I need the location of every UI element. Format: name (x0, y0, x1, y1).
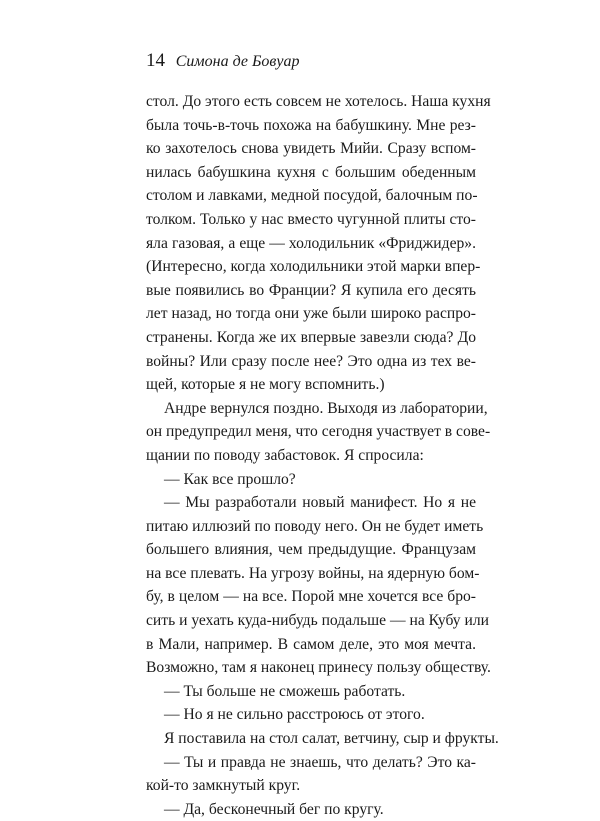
text-line: — Ты и правда не знаешь, что делать? Это ка- (164, 753, 476, 771)
text-line: яла газовая, а еще — холодильник «Фриджидер». (146, 234, 476, 252)
text-line: нилась бабушкина кухня с большим обеденным (146, 163, 476, 181)
text-line: — Как все прошло? (164, 470, 296, 488)
text-line: толком. Только у нас вместо чугунной плиты сто- (146, 210, 476, 228)
page-header (146, 50, 299, 73)
text-line: стол. До этого есть совсем не хотелось. Наша кухня (146, 93, 491, 110)
text-line: щей, которые я не могу вспомнить.) (146, 376, 385, 394)
text-line: — Но я не сильно расстроюсь от этого. (164, 706, 425, 724)
text-line: Возможно, там я наконец принесу пользу обществу. (146, 659, 491, 677)
text-line: странены. Когда же их впервые завезли сюда? До (146, 328, 476, 346)
body-text (146, 90, 499, 821)
text-line: войны? Или сразу после нее? Это одна из тех ве- (146, 352, 476, 370)
paragraph (146, 90, 491, 397)
text-line: кой-то замкнутый круг. (146, 777, 301, 795)
text-line: щании по поводу забастовок. Я спросила: (146, 446, 424, 464)
text-line: — Да, бесконечный бег по кругу. (164, 800, 384, 818)
paragraph (146, 727, 499, 751)
page-number: 14 (146, 50, 165, 71)
text-line: — Мы разработали новый манифест. Но я не (164, 494, 476, 512)
text-line: — Ты больше не сможешь работать. (164, 682, 406, 700)
text-line: Андре вернулся поздно. Выходя из лаборатории, (164, 399, 488, 417)
paragraph (146, 397, 491, 468)
paragraph (146, 491, 491, 680)
text-line: столом и лавками, медной посудой, балочным по- (146, 187, 478, 205)
text-line: лет назад, но тогда они уже были широко распро- (146, 305, 476, 323)
text-line: он предупредил меня, что сегодня участвует в сове- (146, 423, 491, 441)
text-line: на все плевать. На угрозу войны, на ядерную бом- (146, 564, 480, 582)
text-line: (Интересно, когда холодильники этой марки впер- (146, 258, 481, 276)
text-line: вые появились во Франции? Я купила его десять (146, 281, 476, 299)
text-line: бу, в целом — на все. Порой мне хочется все бро- (146, 588, 476, 606)
text-line: ко захотелось снова увидеть Мийи. Сразу вспом- (146, 140, 476, 158)
text-line: была точь-в-точь похожа на бабушкину. Мне рез- (146, 116, 476, 134)
paragraph (146, 680, 476, 704)
paragraph (146, 798, 476, 821)
paragraph (146, 751, 476, 798)
running-title: Симона де Бовуар (175, 53, 300, 70)
paragraph (146, 468, 476, 492)
text-line: сить и уехать куда-нибудь подальше — на Кубу или (146, 612, 489, 630)
text-line: питаю иллюзий по поводу него. Он не будет иметь (146, 517, 484, 535)
text-line: Я поставила на стол салат, ветчину, сыр и фрукты. (164, 730, 499, 748)
paragraph (146, 703, 476, 727)
text-line: в Мали, например. В самом деле, это моя мечта. (146, 635, 476, 653)
text-line: большего влияния, чем предыдущие. Французам (146, 541, 476, 559)
